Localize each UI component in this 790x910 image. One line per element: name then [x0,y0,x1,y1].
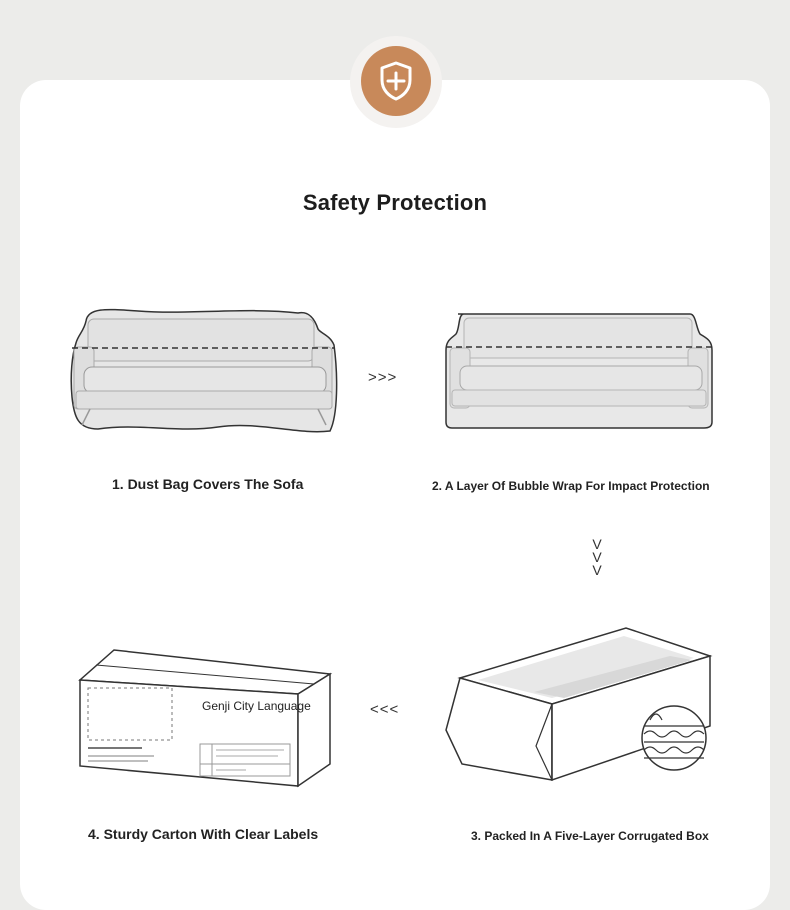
arrow-left: <<< [370,701,400,718]
carton-label-text: Genji City Language [202,699,311,713]
badge [361,46,431,116]
arrow-right: >>> [368,369,398,386]
step-4-label: 4. Sturdy Carton With Clear Labels [88,826,319,842]
sofa-dust-bag-illustration [68,305,340,437]
arrow-down [590,538,604,577]
sofa-bubble-wrap-illustration [444,310,714,432]
carton-illustration [78,648,334,790]
arrow-down-3: V [592,562,602,578]
arrow-down-2: V [592,549,602,565]
arrow-down-1: V [592,536,602,552]
page-title: Safety Protection [302,190,488,215]
step-3-label: 3. Packed In A Five-Layer Corrugated Box [471,829,709,843]
step-2-label: 2. A Layer Of Bubble Wrap For Impact Protection [432,479,710,493]
step-1-label: 1. Dust Bag Covers The Sofa [112,476,304,492]
shield-plus-icon [376,60,416,102]
corrugated-box-illustration [444,626,716,772]
